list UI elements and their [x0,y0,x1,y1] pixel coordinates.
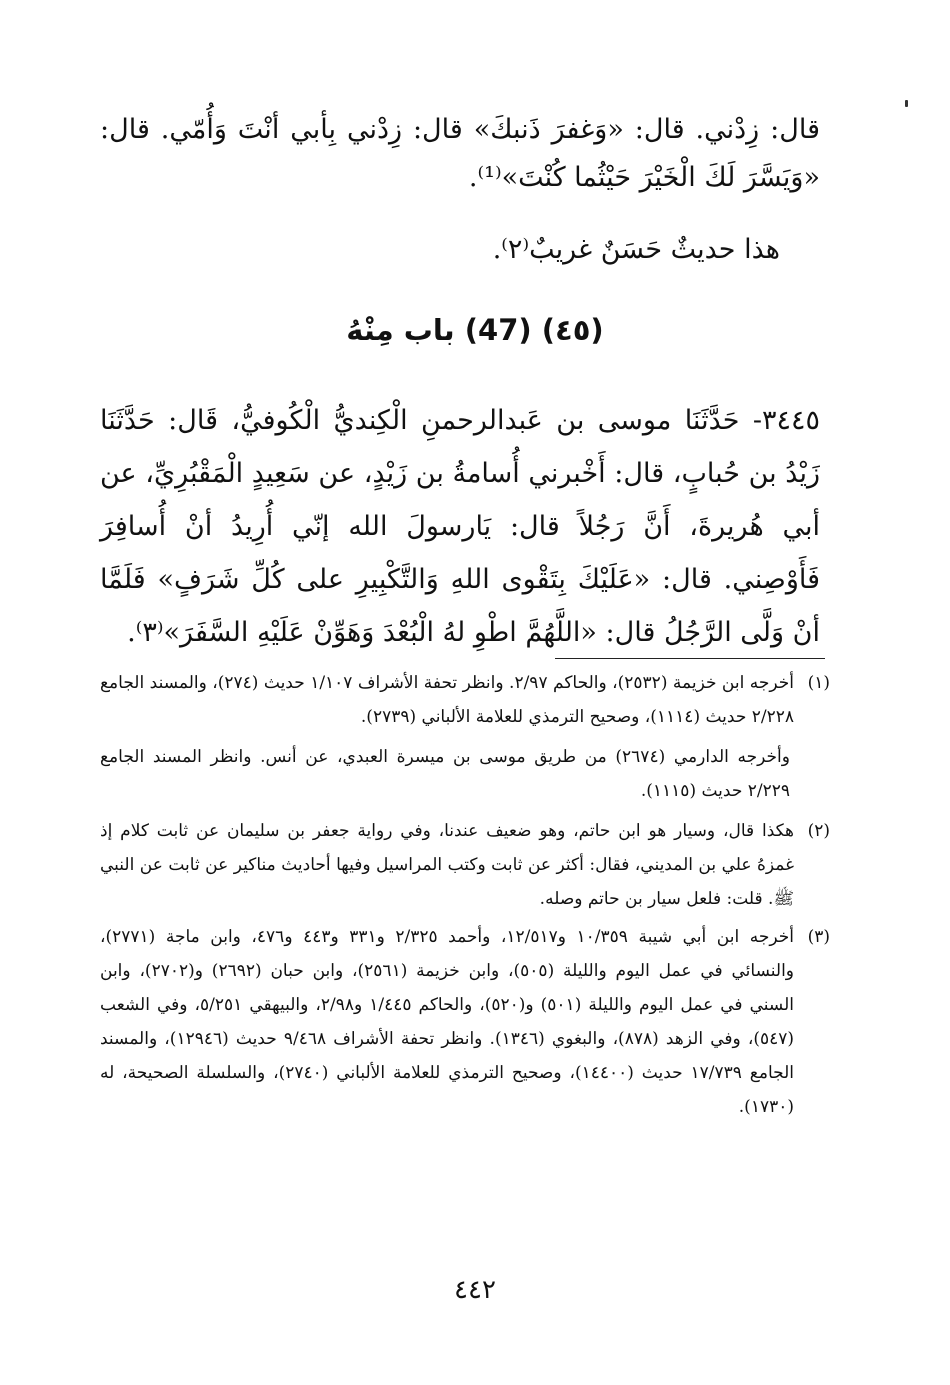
hadith-text: ٣٤٤٥- حَدَّثَنَا موسى بن عَبدالرحمنِ الْكِنديُّ الْكُوفيُّ، قَال: حَدَّثَنَا زَيْدُ بن حُبابٍ، قال: أَخْبرني أُسامةُ بن زَيْدٍ، عن سَعِيدٍ الْمَقْبُرِيِّ، عن أبي هُريرةَ، أَنَّ رَجُلاً قال: يَارسولَ الله إنّي أُرِيدُ أنْ أُسافِرَ فَأَوْصِني. قال: «عَلَيْكَ بِتَقْوى اللهِ وَالتَّكْبِيرِ على كُلِّ شَرَفٍ» فَلَمَّا أنْ وَلَّى الرَّجُلُ قال: «اللَّهُمَّ اطْوِ لهُ الْبُعْدَ وَهَوِّنْ عَلَيْهِ السَّفَرَ»⁽٣⁾. [100,405,820,648]
footnote-text: أخرجه ابن خزيمة (٢٥٣٢)، والحاكم ٢/٩٧. وانظر تحفة الأشراف ١/١٠٧ حديث (٢٧٤)، والمسند الجامع ٢/٢٢٨ حديث (١١١٤)، وصحيح الترمذي للعلامة الألباني (٢٧٣٩). [100,673,794,727]
footnote-text: أخرجه ابن أبي شيبة ١٠/٣٥٩ و١٢/٥١٧، وأحمد ٢/٣٢٥ و٣٣١ و٤٤٣ و٤٧٦، وابن ماجة (٢٧٧١)، والنسائي في عمل اليوم والليلة (٥٠٥)، وابن خزيمة (٢٥٦١)، وابن حبان (٢٦٩٢) و(٢٧٠٢)، وابن السني في عمل اليوم والليلة (٥٠١) و(٥٢٠)، والحاكم ١/٤٤٥ و٢/٩٨، والبيهقي ٥/٢٥١، وفي الشعب (٥٤٧)، وفي الزهد (٨٧٨)، والبغوي (١٣٤٦). وانظر تحفة الأشراف ٩/٤٦٨ حديث (١٢٩٤٦)، والمسند الجامع ١٧/٧٣٩ حديث (١٤٤٠٠)، وصحيح الترمذي للعلامة الألباني (٢٧٤٠)، والسلسلة الصحيحة، له (١٧٣٠). [100,927,795,1117]
page-number: ٤٤٢ [454,1275,496,1305]
scan-speck [905,100,908,107]
footnote-body [100,920,794,1124]
footnote-body [100,814,794,916]
footnotes [100,666,830,1124]
footnote-number: (١) [807,673,830,693]
footnote-body [100,666,794,734]
hadith-grade: هذا حديثٌ حَسَنٌ غريبٌ⁽٢⁾. [492,234,780,265]
footnote-number: (٣) [807,927,830,947]
hadith-3445 [100,394,820,659]
footnote-text: هكذا قال، وسيار هو ابن حاتم، وهو ضعيف عندنا، وفي رواية جعفر بن سليمان عن ثابت كلام إذ غمزهُ علي بن المديني، فقال: أكثر عن ثابت وكتب المراسيل وفيها أحاديث مناكير عن ثابت عن النبي ﷺ. قلت: فلعل سيار بن حاتم وصله. [100,821,794,909]
footnote-3 [100,920,830,1124]
footnote-1-extra: وأخرجه الدارمي (٢٦٧٤) من طريق موسى بن ميسرة العبدي، عن أنس. وانظر المسند الجامع ٢/٢٢٩ حديث (١١١٥). [100,747,790,801]
hadith-continuation: قال: زِدْني. قال: «وَغفرَ ذَنبكَ» قال: زِدْني بِأبي أنْتَ وَأُمّي. قال: «وَيَسَّرَ لَكَ الْخَيْرَ حَيْثُما كُنْتَ»⁽¹⁾. [100,114,820,193]
footnote-2 [100,814,830,916]
footnote-1 [100,666,830,734]
chapter-heading: (٤٥) (47) باب مِنْهُ [346,313,604,347]
footnote-number: (٢) [807,821,830,841]
footnote-divider [555,658,825,659]
